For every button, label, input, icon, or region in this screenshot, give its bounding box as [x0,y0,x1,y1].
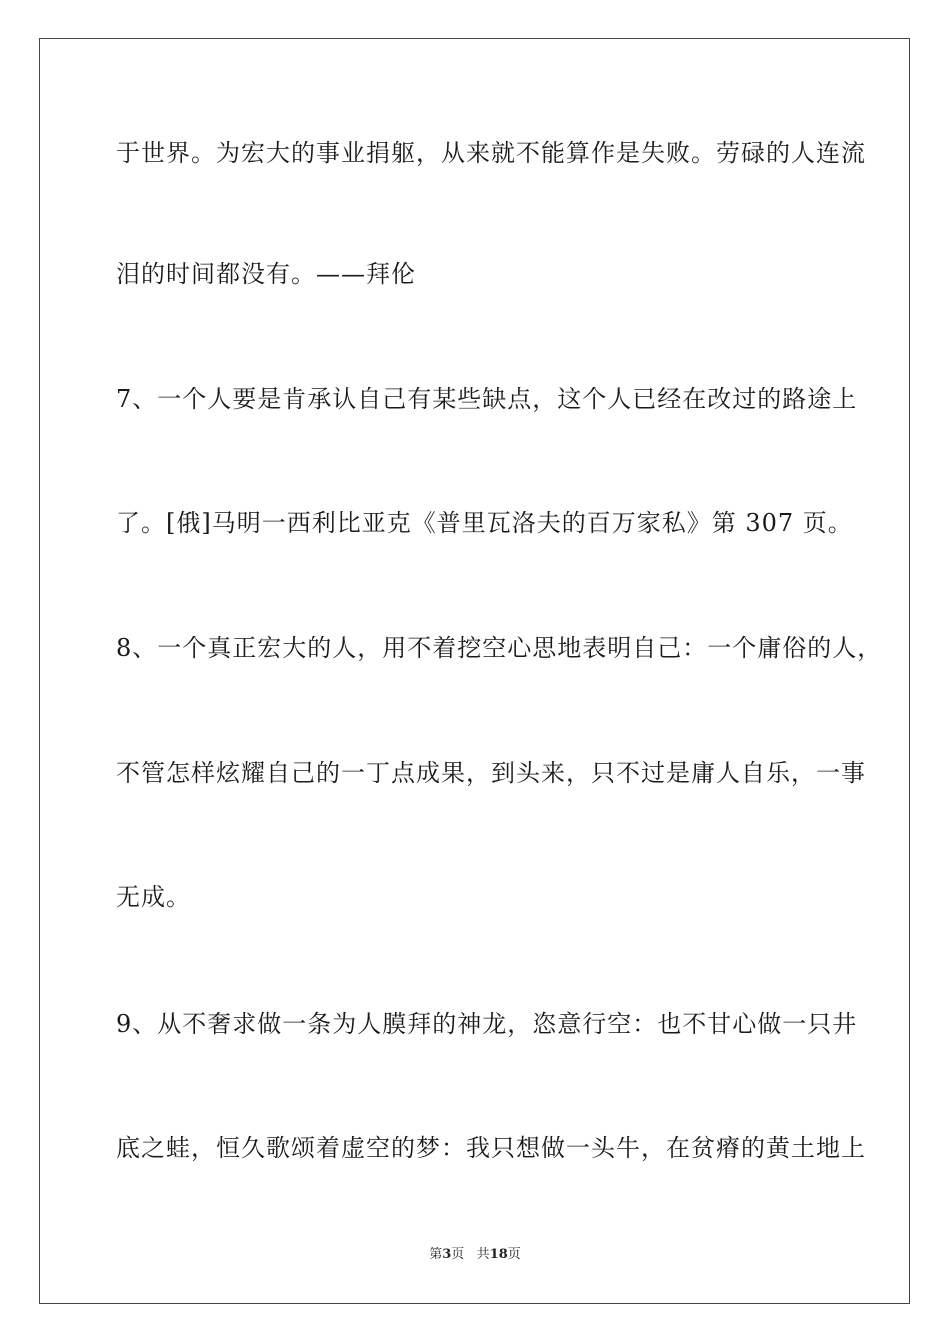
footer-prefix: 第 [429,1247,443,1262]
text-line-9: 底之蛙，恒久歌颂着虚空的梦：我只想做一头牛，在贫瘠的黄土地上 [116,1134,866,1162]
text-line-1: 于世界。为宏大的事业捐躯，从来就不能算作是失败。劳碌的人连流 [116,139,866,167]
footer-total-pages: 18 [489,1247,508,1262]
text-line-6: 不管怎样炫耀自己的一丁点成果，到头来，只不过是庸人自乐，一事 [116,759,866,787]
footer-total-prefix: 共 [476,1247,490,1262]
text-line-2: 泪的时间都没有。——拜伦 [116,260,416,288]
page-footer [0,1246,950,1264]
footer-page-suffix: 页 [451,1247,465,1262]
text-line-5: 8、一个真正宏大的人，用不着挖空心思地表明自己：一个庸俗的人， [116,634,883,662]
text-line-4: 了。[俄]马明一西利比亚克《普里瓦洛夫的百万家私》第 307 页。 [116,509,853,537]
page-border [39,38,910,1304]
text-line-8: 9、从不奢求做一条为人膜拜的神龙，恣意行空：也不甘心做一只井 [116,1010,858,1038]
footer-page-number: 3 [442,1247,452,1262]
text-line-7: 无成。 [116,883,191,911]
text-line-3: 7、一个人要是肯承认自己有某些缺点，这个人已经在改过的路途上 [116,385,858,413]
footer-total-suffix: 页 [507,1247,521,1262]
